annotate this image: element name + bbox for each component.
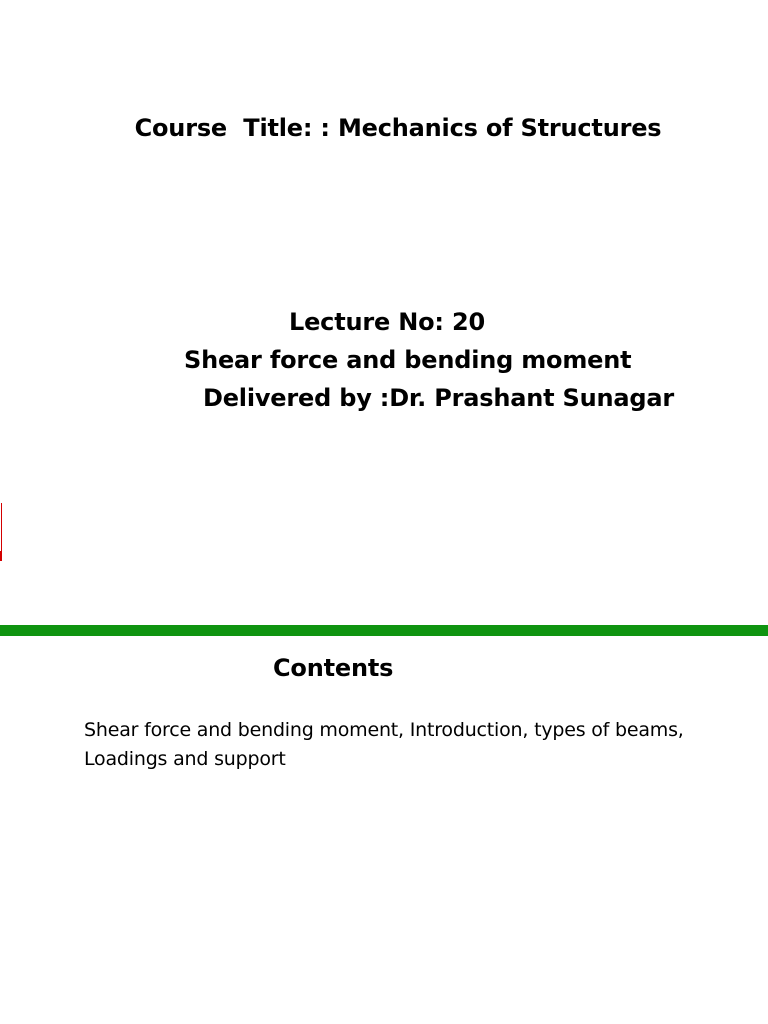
contents-line: Loadings and support (84, 748, 286, 770)
contents-heading: Contents (273, 654, 394, 682)
green-divider (0, 625, 768, 636)
course-title: Course Title: : Mechanics of Structures (134, 114, 662, 142)
red-edge-mark (0, 503, 2, 561)
lecture-topic: Shear force and bending moment (184, 346, 632, 374)
lecture-presenter: Delivered by :Dr. Prashant Sunagar (203, 384, 674, 412)
contents-line: Shear force and bending moment, Introduction, types of beams, (84, 719, 684, 741)
contents-text (84, 716, 724, 774)
lecture-number: Lecture No: 20 (289, 308, 485, 336)
